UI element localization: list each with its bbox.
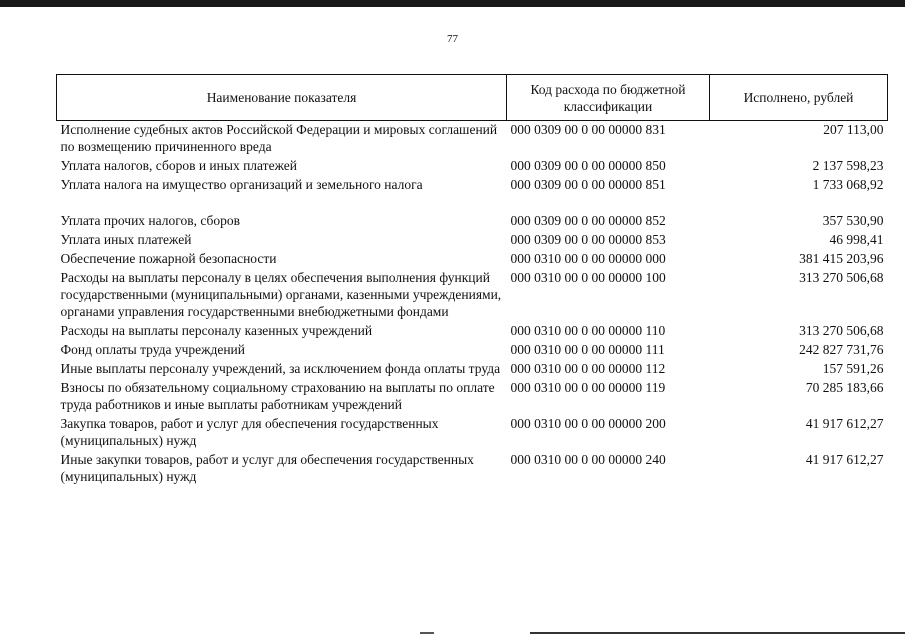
row-code: 000 0310 00 0 00 00000 111	[510, 342, 665, 357]
row-value: 2 137 598,23	[812, 158, 884, 173]
row-name: Уплата иных платежей	[60, 232, 192, 247]
row-code: 000 0309 00 0 00 00000 853	[510, 232, 666, 247]
table-row	[57, 451, 888, 487]
row-code: 000 0310 00 0 00 00000 110	[510, 323, 666, 338]
row-value: 41 917 612,27	[805, 452, 884, 467]
row-value: 242 827 731,76	[799, 342, 884, 357]
row-name: Иные выплаты персоналу учреждений, за исключением фонда оплаты труда	[60, 361, 501, 376]
row-name: Иные закупки товаров, работ и услуг для обеспечения государственных (муниципальных) нужд	[60, 452, 474, 484]
row-code: 000 0310 00 0 00 00000 112	[510, 361, 666, 376]
row-name: Обеспечение пожарной безопасности	[60, 251, 277, 266]
header-budget-code: Код расхода по бюджетной классификации	[507, 75, 710, 121]
budget-execution-table	[56, 74, 888, 487]
table-row	[57, 212, 888, 231]
row-value: 207 113,00	[823, 122, 884, 137]
row-value: 157 591,26	[822, 361, 884, 376]
row-value: 313 270 506,68	[799, 323, 884, 338]
row-name: Взносы по обязательному социальному страхованию на выплаты по оплате труда работников и иные выплаты работникам учреждений	[60, 380, 495, 412]
row-code: 000 0309 00 0 00 00000 850	[510, 158, 666, 173]
table-row	[57, 360, 888, 379]
header-executed-amount: Исполнено, рублей	[710, 75, 888, 121]
table-row	[57, 415, 888, 451]
row-value: 357 530,90	[822, 213, 884, 228]
table-row	[57, 176, 888, 212]
row-code: 000 0309 00 0 00 00000 851	[510, 177, 666, 192]
row-value: 313 270 506,68	[799, 270, 884, 285]
row-name: Уплата налогов, сборов и иных платежей	[60, 158, 297, 173]
table-row	[57, 322, 888, 341]
table-row	[57, 157, 888, 176]
row-value: 381 415 203,96	[799, 251, 884, 266]
row-code: 000 0310 00 0 00 00000 119	[510, 380, 666, 395]
row-code: 000 0310 00 0 00 00000 000	[510, 251, 666, 266]
table-row	[57, 379, 888, 415]
row-code: 000 0309 00 0 00 00000 852	[510, 213, 666, 228]
table-header-row	[57, 75, 888, 121]
row-value: 70 285 183,66	[805, 380, 884, 395]
scan-mark	[420, 632, 434, 634]
row-value: 41 917 612,27	[805, 416, 884, 431]
row-name: Расходы на выплаты персоналу в целях обеспечения выполнения функций государственными (муниципальными) органами, казенными учреждениями, органами управления государственными внебюджетными фондами	[60, 270, 502, 319]
row-value: 1 733 068,92	[812, 177, 884, 192]
page-number: 77	[447, 33, 458, 45]
row-name: Исполнение судебных актов Российской Федерации и мировых соглашений по возмещению причиненного вреда	[60, 122, 498, 154]
row-code: 000 0310 00 0 00 00000 200	[510, 416, 666, 431]
table-row	[57, 341, 888, 360]
header-indicator-name: Наименование показателя	[57, 75, 507, 121]
row-name: Уплата налога на имущество организаций и земельного налога	[60, 177, 423, 192]
table-row	[57, 250, 888, 269]
row-name: Фонд оплаты труда учреждений	[60, 342, 245, 357]
table-row	[57, 121, 888, 158]
row-name: Закупка товаров, работ и услуг для обеспечения государственных (муниципальных) нужд	[60, 416, 439, 448]
row-name: Уплата прочих налогов, сборов	[60, 213, 240, 228]
row-name: Расходы на выплаты персоналу казенных учреждений	[60, 323, 373, 338]
table-row	[57, 269, 888, 322]
scan-bottom-edge	[530, 632, 905, 634]
row-value: 46 998,41	[829, 232, 884, 247]
scan-top-edge	[0, 0, 905, 7]
row-code: 000 0310 00 0 00 00000 240	[510, 452, 666, 467]
row-code: 000 0310 00 0 00 00000 100	[510, 270, 666, 285]
table-row	[57, 231, 888, 250]
row-code: 000 0309 00 0 00 00000 831	[510, 122, 666, 137]
